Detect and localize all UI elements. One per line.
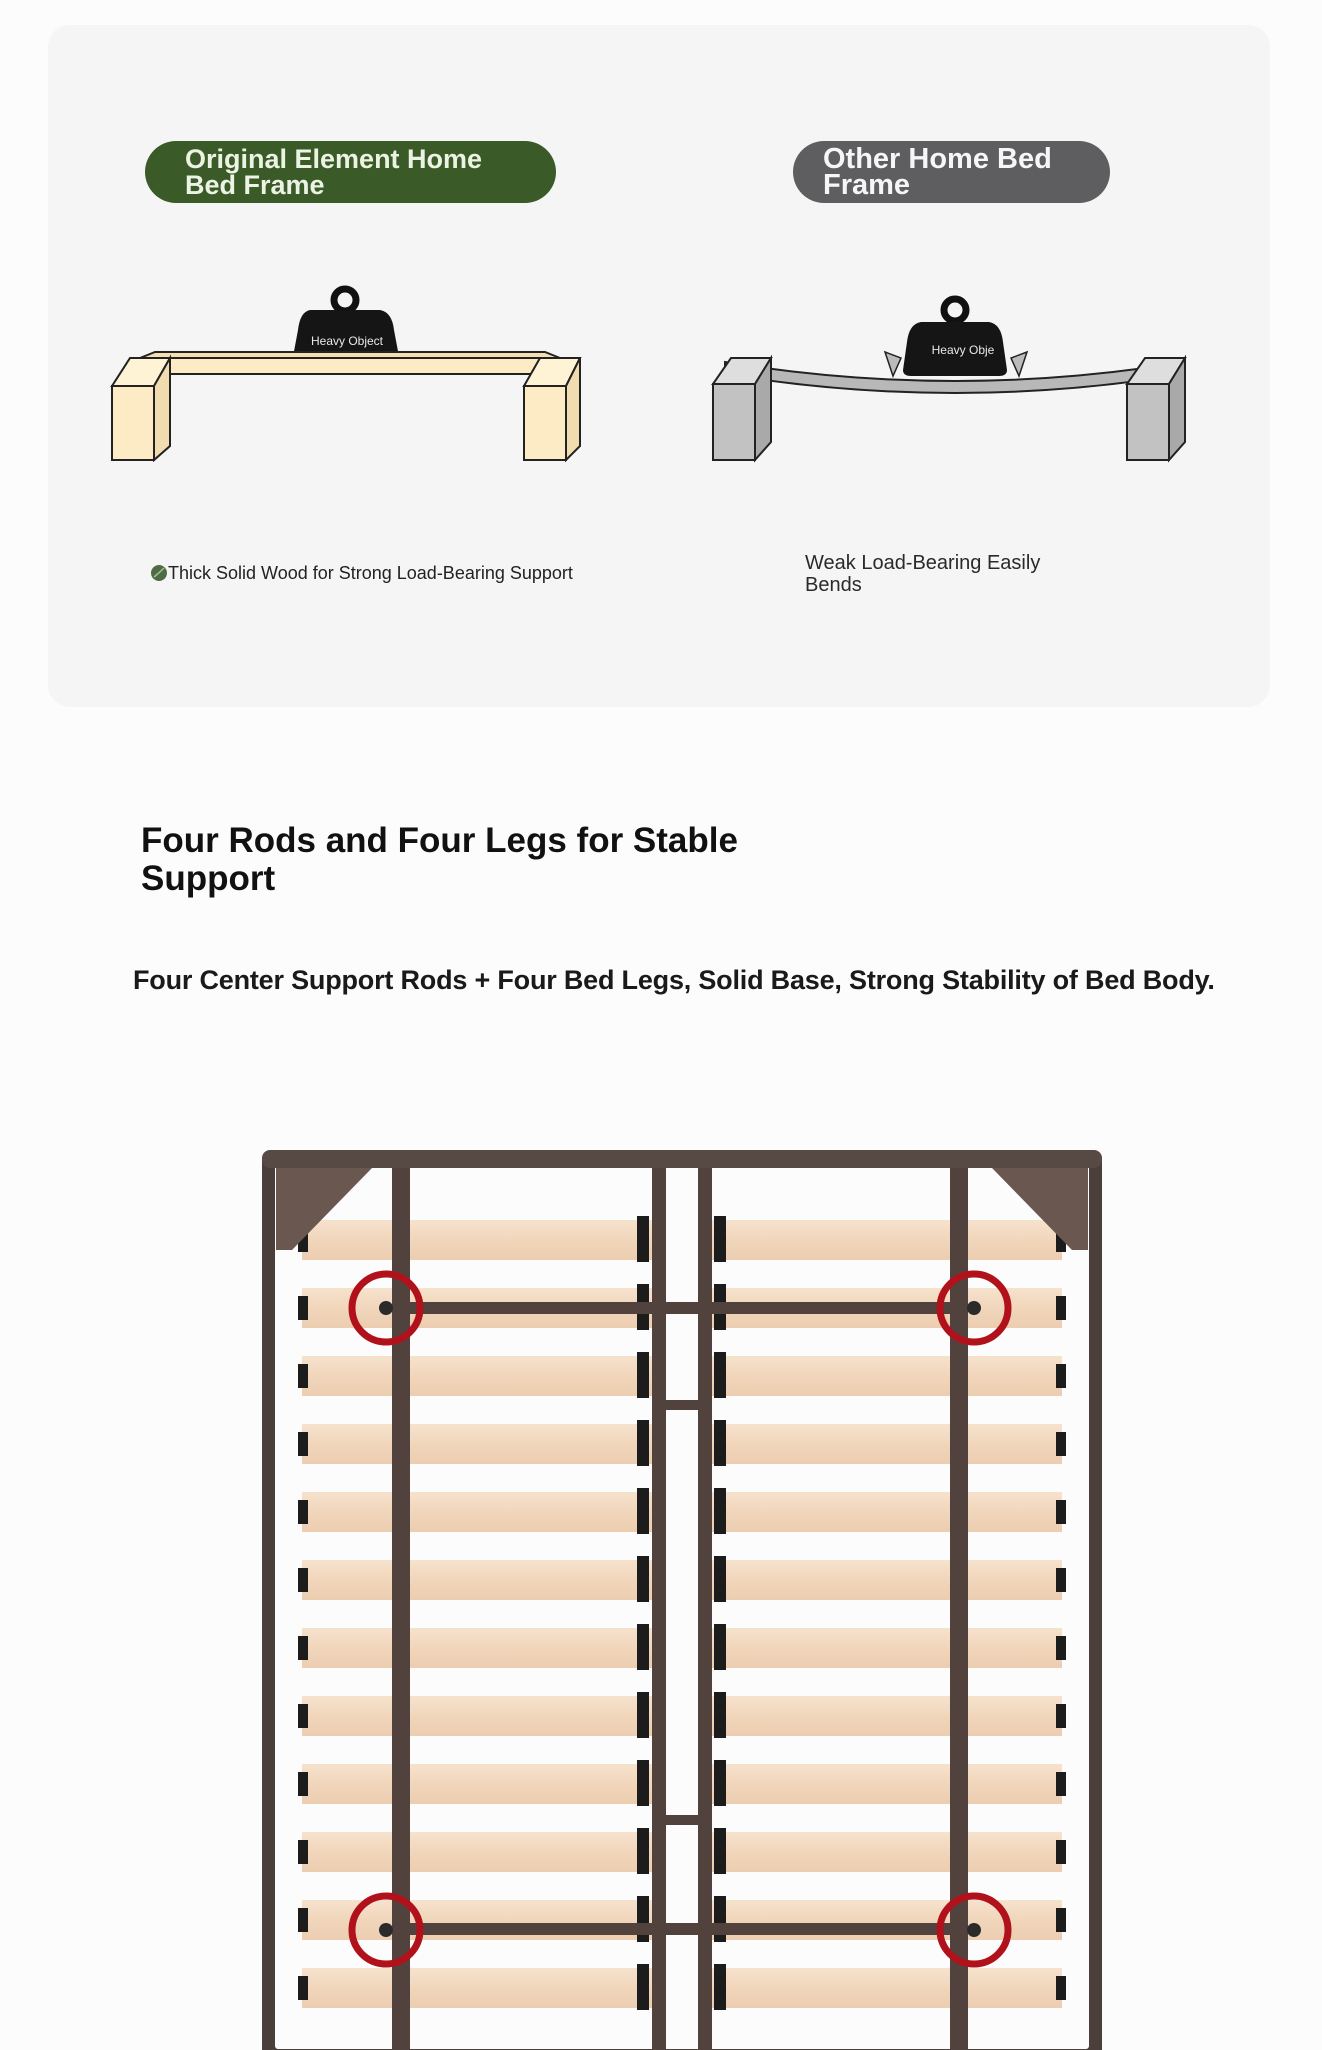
section-title: Four Rods and Four Legs for Stable Support (141, 821, 738, 898)
leaf-icon (150, 564, 168, 582)
strong-frame-caption (150, 562, 573, 584)
section-subtitle: Four Center Support Rods + Four Bed Legs, Solid Base, Strong Stability of Bed Body. (133, 965, 1215, 995)
original-frame-badge (145, 141, 556, 203)
other-frame-badge-label: Other Home Bed Frame (823, 143, 1052, 201)
weight-label: Heavy Object (310, 334, 384, 348)
original-frame-badge-label: Original Element Home Bed Frame (185, 144, 483, 200)
weight-icon (903, 299, 1007, 376)
other-frame-badge (793, 141, 1110, 203)
strong-frame-diagram (100, 270, 600, 480)
bed-frame-photo (262, 1150, 1102, 2050)
strong-frame-caption-text: Thick Solid Wood for Strong Load-Bearing Support (168, 563, 573, 583)
weight-label: Heavy Obje (931, 343, 995, 357)
weak-frame-diagram (705, 280, 1205, 480)
weak-frame-caption: Weak Load-Bearing Easily Bends (805, 552, 1041, 596)
